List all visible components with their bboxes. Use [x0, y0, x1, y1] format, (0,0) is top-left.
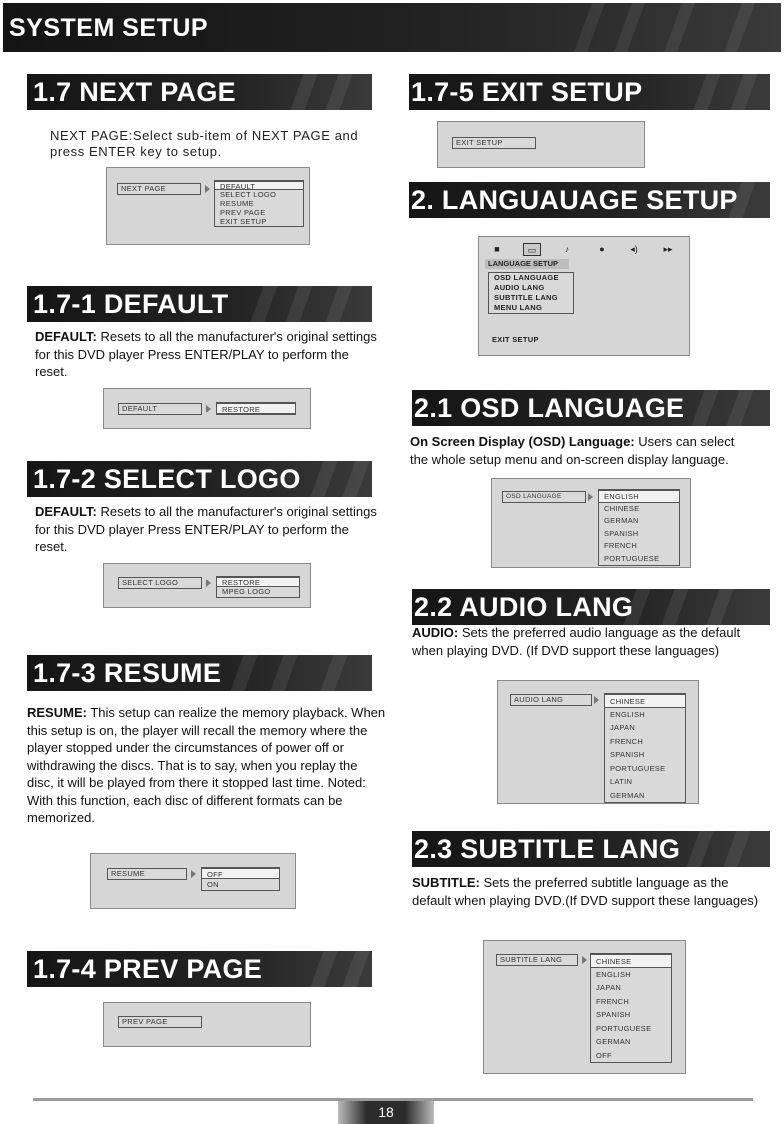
option-french[interactable]: FRENCH — [604, 541, 638, 550]
language-setup-heading: LANGUAGE SETUP — [485, 259, 569, 269]
option-off[interactable]: OFF — [202, 868, 279, 879]
audio-lang-description — [412, 624, 757, 659]
audio-lang-menu — [497, 680, 699, 804]
term: DEFAULT: — [35, 329, 97, 344]
option-on[interactable]: ON — [207, 880, 219, 889]
option-chinese[interactable]: CHINESE — [591, 954, 671, 968]
term: DEFAULT: — [35, 504, 97, 519]
options-list — [201, 867, 280, 891]
option-french[interactable]: FRENCH — [610, 736, 644, 746]
arrow-right-icon — [205, 185, 210, 193]
option-select-logo[interactable]: SELECT LOGO — [220, 190, 277, 199]
options-list — [214, 180, 304, 227]
arrow-right-icon — [191, 870, 196, 878]
section-heading-prev-page — [27, 951, 372, 987]
forward-tab-icon[interactable]: ▸▸ — [663, 244, 673, 254]
arrow-right-icon — [588, 493, 593, 501]
options-list — [590, 953, 672, 1063]
general-tab-icon[interactable]: ■ — [494, 244, 500, 254]
section-heading-language-setup — [405, 182, 770, 218]
section-heading-exit-setup — [405, 74, 770, 110]
section-title: 1.7-1 DEFAULT — [33, 289, 229, 319]
header-decoration — [563, 3, 773, 52]
term: On Screen Display (OSD) Language: — [410, 434, 635, 449]
osd-language-menu — [491, 478, 691, 568]
osd-language-description — [410, 433, 755, 468]
menu-label[interactable]: RESUME — [107, 868, 187, 880]
description: This setup can realize the memory playback. When this setup is on, the player will recall the memory where the player stopped under the circumstances of power off or withdrawing the discs. That is to say, when you replay the disc, it will be played from there it stopped last time. Noted: With this function, each disc of different formats can be memorized. — [27, 705, 386, 825]
option-exit-setup[interactable]: EXIT SETUP — [220, 217, 267, 226]
setup-tab-bar — [485, 241, 687, 258]
heading-accent — [408, 390, 412, 426]
option-german[interactable]: GERMAN — [604, 516, 639, 525]
exit-setup-item[interactable]: EXIT SETUP — [492, 335, 539, 344]
option-latin[interactable]: LATIN — [610, 777, 633, 786]
section-title: 2.3 SUBTITLE LANG — [414, 834, 681, 864]
section-title: 1.7-2 SELECT LOGO — [33, 464, 301, 494]
option-japan[interactable]: JAPAN — [610, 723, 636, 732]
next-page-intro: NEXT PAGE:Select sub-item of NEXT PAGE and press ENTER key to setup. — [50, 128, 359, 159]
option-english[interactable]: ENGLISH — [610, 709, 646, 719]
default-description — [35, 328, 380, 381]
default-menu — [103, 388, 311, 429]
options-list — [604, 693, 686, 803]
section-title: 1.7 NEXT PAGE — [33, 77, 236, 107]
arrow-right-icon — [206, 579, 211, 587]
menu-label[interactable]: SUBTITLE LANG — [496, 954, 578, 966]
menu-label[interactable]: PREV PAGE — [118, 1016, 202, 1028]
section-title: 2.1 OSD LANGUAGE — [414, 393, 685, 423]
options-list — [216, 576, 300, 598]
section-title: 1.7-3 RESUME — [33, 658, 222, 688]
language-tab-icon[interactable]: ▭ — [523, 243, 541, 256]
section-heading-audio-lang — [408, 589, 770, 625]
section-title: 1.7-4 PREV PAGE — [33, 954, 263, 984]
section-heading-select-logo — [27, 461, 372, 497]
option-german[interactable]: GERMAN — [610, 790, 645, 800]
arrow-right-icon — [594, 696, 599, 704]
prev-page-menu — [103, 1002, 311, 1047]
option-restore[interactable]: RESTORE — [217, 577, 299, 587]
option-default[interactable]: DEFAULT — [215, 181, 303, 190]
option-spanish[interactable]: SPANISH — [610, 750, 645, 759]
option-portuguese[interactable]: PORTUGUESE — [604, 553, 660, 563]
term: SUBTITLE: — [412, 875, 480, 890]
item-audio-lang[interactable]: AUDIO LANG — [494, 283, 545, 292]
section-heading-resume — [27, 655, 372, 691]
page-header — [3, 3, 781, 52]
section-title: 1.7-5 EXIT SETUP — [411, 77, 643, 107]
description: Sets the preferred audio language as the default when playing DVD. (If DVD support these languages) — [412, 625, 741, 658]
description: Resets to all the manufacturer's original settings for this DVD player Press ENTER/PLAY to perform the reset. — [35, 329, 377, 379]
term: RESUME: — [27, 705, 87, 720]
option-english[interactable]: ENGLISH — [596, 969, 632, 979]
item-subtitle-lang[interactable]: SUBTITLE LANG — [494, 293, 558, 302]
option-mpeg-logo[interactable]: MPEG LOGO — [222, 587, 271, 596]
option-restore[interactable]: RESTORE — [217, 403, 295, 414]
video-tab-icon[interactable]: ● — [599, 244, 605, 254]
language-items-list — [488, 272, 574, 314]
resume-description — [27, 704, 387, 827]
section-title: 2. LANGUAUAGE SETUP — [411, 185, 738, 215]
next-page-menu — [106, 167, 310, 245]
heading-accent — [408, 589, 412, 625]
item-osd-language[interactable]: OSD LANGUAGE — [494, 273, 559, 282]
resume-menu — [90, 853, 296, 909]
menu-label[interactable]: AUDIO LANG — [510, 694, 592, 706]
description: Sets the preferred subtitle language as the default when playing DVD.(If DVD support these languages) — [412, 875, 759, 908]
description: Users can select the whole setup menu and on-screen display language. — [410, 434, 735, 467]
subtitle-lang-menu — [483, 940, 686, 1074]
menu-label[interactable]: SELECT LOGO — [118, 577, 202, 589]
audio-tab-icon[interactable]: ♪ — [564, 244, 570, 254]
section-title: 2.2 AUDIO LANG — [414, 592, 634, 622]
menu-label[interactable]: OSD LANGUAGE — [502, 491, 586, 503]
term: AUDIO: — [412, 625, 459, 640]
option-spanish[interactable]: SPANISH — [604, 528, 639, 538]
heading-accent — [405, 74, 409, 110]
item-menu-lang[interactable]: MENU LANG — [494, 303, 543, 312]
section-heading-default — [27, 286, 372, 322]
menu-label[interactable]: EXIT SETUP — [452, 137, 536, 149]
menu-label[interactable]: NEXT PAGE — [117, 183, 201, 195]
option-english[interactable]: ENGLISH — [599, 490, 679, 503]
description: Resets to all the manufacturer's original settings for this DVD player Press ENTER/PLAY to perform the reset. — [35, 504, 377, 554]
option-chinese[interactable]: CHINESE — [604, 503, 640, 513]
menu-label[interactable]: DEFAULT — [118, 403, 202, 415]
page-title: SYSTEM SETUP — [9, 14, 209, 42]
section-heading-next-page — [27, 74, 372, 110]
exit-setup-menu — [437, 121, 645, 168]
option-japan[interactable]: JAPAN — [596, 983, 622, 992]
page-number: 18 — [338, 1101, 434, 1124]
options-list — [216, 402, 296, 415]
option-french[interactable]: FRENCH — [596, 996, 630, 1006]
option-chinese[interactable]: CHINESE — [605, 694, 685, 708]
option-portuguese[interactable]: PORTUGUESE — [610, 763, 666, 773]
speaker-tab-icon[interactable]: ◂) — [630, 244, 638, 254]
heading-accent — [408, 831, 412, 867]
select-logo-description — [35, 503, 380, 556]
option-german[interactable]: GERMAN — [596, 1037, 631, 1046]
section-heading-subtitle-lang — [408, 831, 770, 867]
option-portuguese[interactable]: PORTUGUESE — [596, 1023, 652, 1033]
option-resume[interactable]: RESUME — [220, 199, 254, 208]
subtitle-lang-description — [412, 874, 762, 909]
section-heading-osd-language — [408, 390, 770, 426]
options-list — [598, 489, 680, 566]
option-spanish[interactable]: SPANISH — [596, 1010, 631, 1019]
option-off[interactable]: OFF — [596, 1050, 612, 1060]
heading-accent — [405, 182, 409, 218]
arrow-right-icon — [582, 956, 587, 964]
arrow-right-icon — [206, 405, 211, 413]
option-prev-page[interactable]: PREV PAGE — [220, 208, 266, 217]
select-logo-menu — [103, 563, 311, 608]
